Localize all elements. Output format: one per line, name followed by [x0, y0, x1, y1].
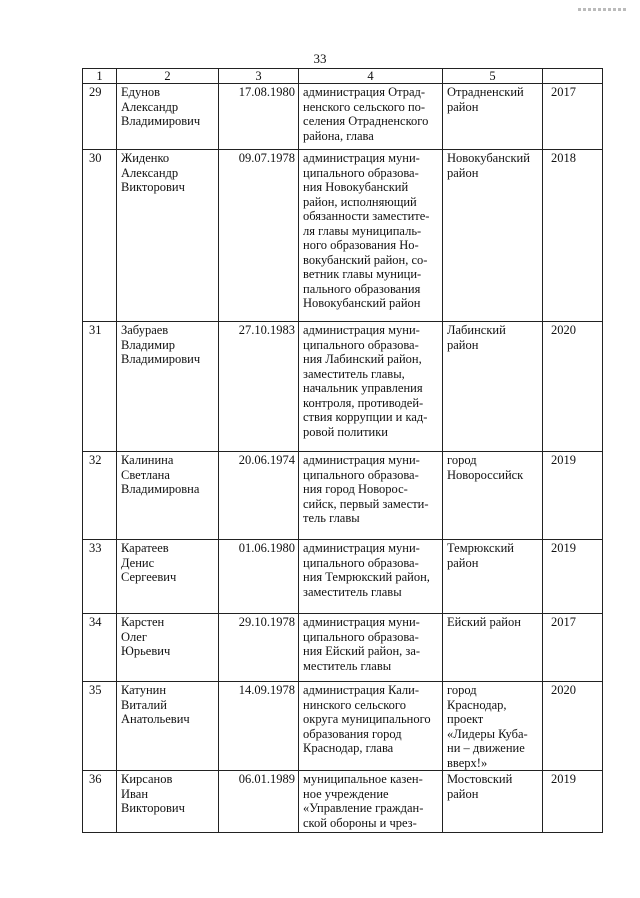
birth-date: 17.08.1980 — [219, 84, 299, 150]
position-text: муниципальное казен- ное учреждение «Управление граждан- ской обороны и чрез- — [299, 771, 443, 833]
person-name — [117, 84, 219, 150]
column-header: 4 — [299, 69, 443, 84]
person-name-part: Катунин — [121, 683, 167, 697]
position-text: администрация муни- ципального образова- ния Новокубанский район, исполняющий обязанности заместите- ля главы муниципаль- ного образования Но- вокубанский район, со- ветник главы муници- пального образования Новокубанский район — [299, 150, 443, 322]
person-name — [117, 322, 219, 452]
position-text: администрация Кали- нинского сельского округа муниципального образования город Краснодар, глава — [299, 682, 443, 771]
birth-date: 01.06.1980 — [219, 540, 299, 614]
person-name — [117, 540, 219, 614]
region-text: Мостовский район — [443, 771, 543, 833]
person-name-part: Олег — [121, 629, 147, 644]
table-row — [83, 452, 603, 540]
person-name-part: Александр — [121, 165, 179, 180]
person-name-part: Викторович — [121, 180, 185, 194]
position-text: администрация муни- ципального образова- ния Ейский район, за- меститель главы — [299, 614, 443, 682]
year-value: 2020 — [543, 322, 603, 452]
table-row — [83, 322, 603, 452]
birth-date: 27.10.1983 — [219, 322, 299, 452]
person-name-part: Забураев — [121, 323, 169, 337]
region-text: Отрадненский район — [443, 84, 543, 150]
column-header: 1 — [83, 69, 117, 84]
row-number: 32 — [83, 452, 117, 540]
table-row — [83, 540, 603, 614]
column-header: 3 — [219, 69, 299, 84]
row-number: 33 — [83, 540, 117, 614]
year-value: 2019 — [543, 540, 603, 614]
person-name-part: Александр — [121, 99, 179, 114]
birth-date: 29.10.1978 — [219, 614, 299, 682]
person-name-part: Светлана — [121, 467, 170, 482]
person-name-part: Владимировна — [121, 482, 200, 496]
page-number: 33 — [313, 51, 327, 66]
position-text: администрация муни- ципального образова- ния Темрюкский район, заместитель главы — [299, 540, 443, 614]
column-header: 5 — [443, 69, 543, 84]
row-number: 36 — [83, 771, 117, 833]
column-header: 2 — [117, 69, 219, 84]
year-value: 2017 — [543, 84, 603, 150]
person-name — [117, 771, 219, 833]
table-row — [83, 771, 603, 833]
region-text: Лабинский район — [443, 322, 543, 452]
person-name-part: Жиденко — [121, 151, 170, 165]
person-name-part: Викторович — [121, 801, 185, 815]
table-row — [83, 682, 603, 771]
region-text: Темрюкский район — [443, 540, 543, 614]
person-name-part: Сергеевич — [121, 570, 177, 584]
person-name-part: Юрьевич — [121, 644, 171, 658]
row-number: 29 — [83, 84, 117, 150]
person-name — [117, 682, 219, 771]
personnel-table — [82, 68, 603, 833]
birth-date: 14.09.1978 — [219, 682, 299, 771]
scan-corner-mark — [578, 8, 626, 11]
person-name — [117, 614, 219, 682]
region-text: город Новороссийск — [443, 452, 543, 540]
region-text: город Краснодар, проект «Лидеры Куба- ни – движение вверх!» — [443, 682, 543, 771]
year-value: 2019 — [543, 452, 603, 540]
row-number: 31 — [83, 322, 117, 452]
person-name-part: Владимир — [121, 337, 176, 352]
year-value: 2018 — [543, 150, 603, 322]
table-row — [83, 150, 603, 322]
year-value: 2017 — [543, 614, 603, 682]
row-number: 30 — [83, 150, 117, 322]
person-name-part: Владимирович — [121, 352, 201, 366]
region-text: Ейский район — [443, 614, 543, 682]
person-name-part: Виталий — [121, 697, 167, 712]
table-row — [83, 84, 603, 150]
person-name-part: Анатольевич — [121, 712, 190, 726]
year-value: 2020 — [543, 682, 603, 771]
column-header — [543, 69, 603, 84]
person-name-part: Калинина — [121, 453, 174, 467]
position-text: администрация муни- ципального образова- ния Лабинский район, заместитель главы, начальник управления контроля, противодей- ствия коррупции и кад- ровой политики — [299, 322, 443, 452]
birth-date: 09.07.1978 — [219, 150, 299, 322]
year-value: 2019 — [543, 771, 603, 833]
row-number: 34 — [83, 614, 117, 682]
person-name — [117, 150, 219, 322]
position-text: администрация муни- ципального образова- ния город Новорос- сийск, первый замести- тель главы — [299, 452, 443, 540]
table-row — [83, 614, 603, 682]
person-name-part: Каратеев — [121, 541, 169, 555]
birth-date: 20.06.1974 — [219, 452, 299, 540]
table-header-row — [83, 69, 603, 84]
person-name-part: Карстен — [121, 615, 165, 629]
person-name-part: Денис — [121, 555, 155, 570]
position-text: администрация Отрад- ненского сельского по- селения Отрадненского района, глава — [299, 84, 443, 150]
person-name-part: Иван — [121, 786, 149, 801]
person-name-part: Едунов — [121, 85, 161, 99]
birth-date: 06.01.1989 — [219, 771, 299, 833]
person-name-part: Кирсанов — [121, 772, 173, 786]
person-name — [117, 452, 219, 540]
region-text: Новокубанский район — [443, 150, 543, 322]
person-name-part: Владимирович — [121, 114, 201, 128]
row-number: 35 — [83, 682, 117, 771]
